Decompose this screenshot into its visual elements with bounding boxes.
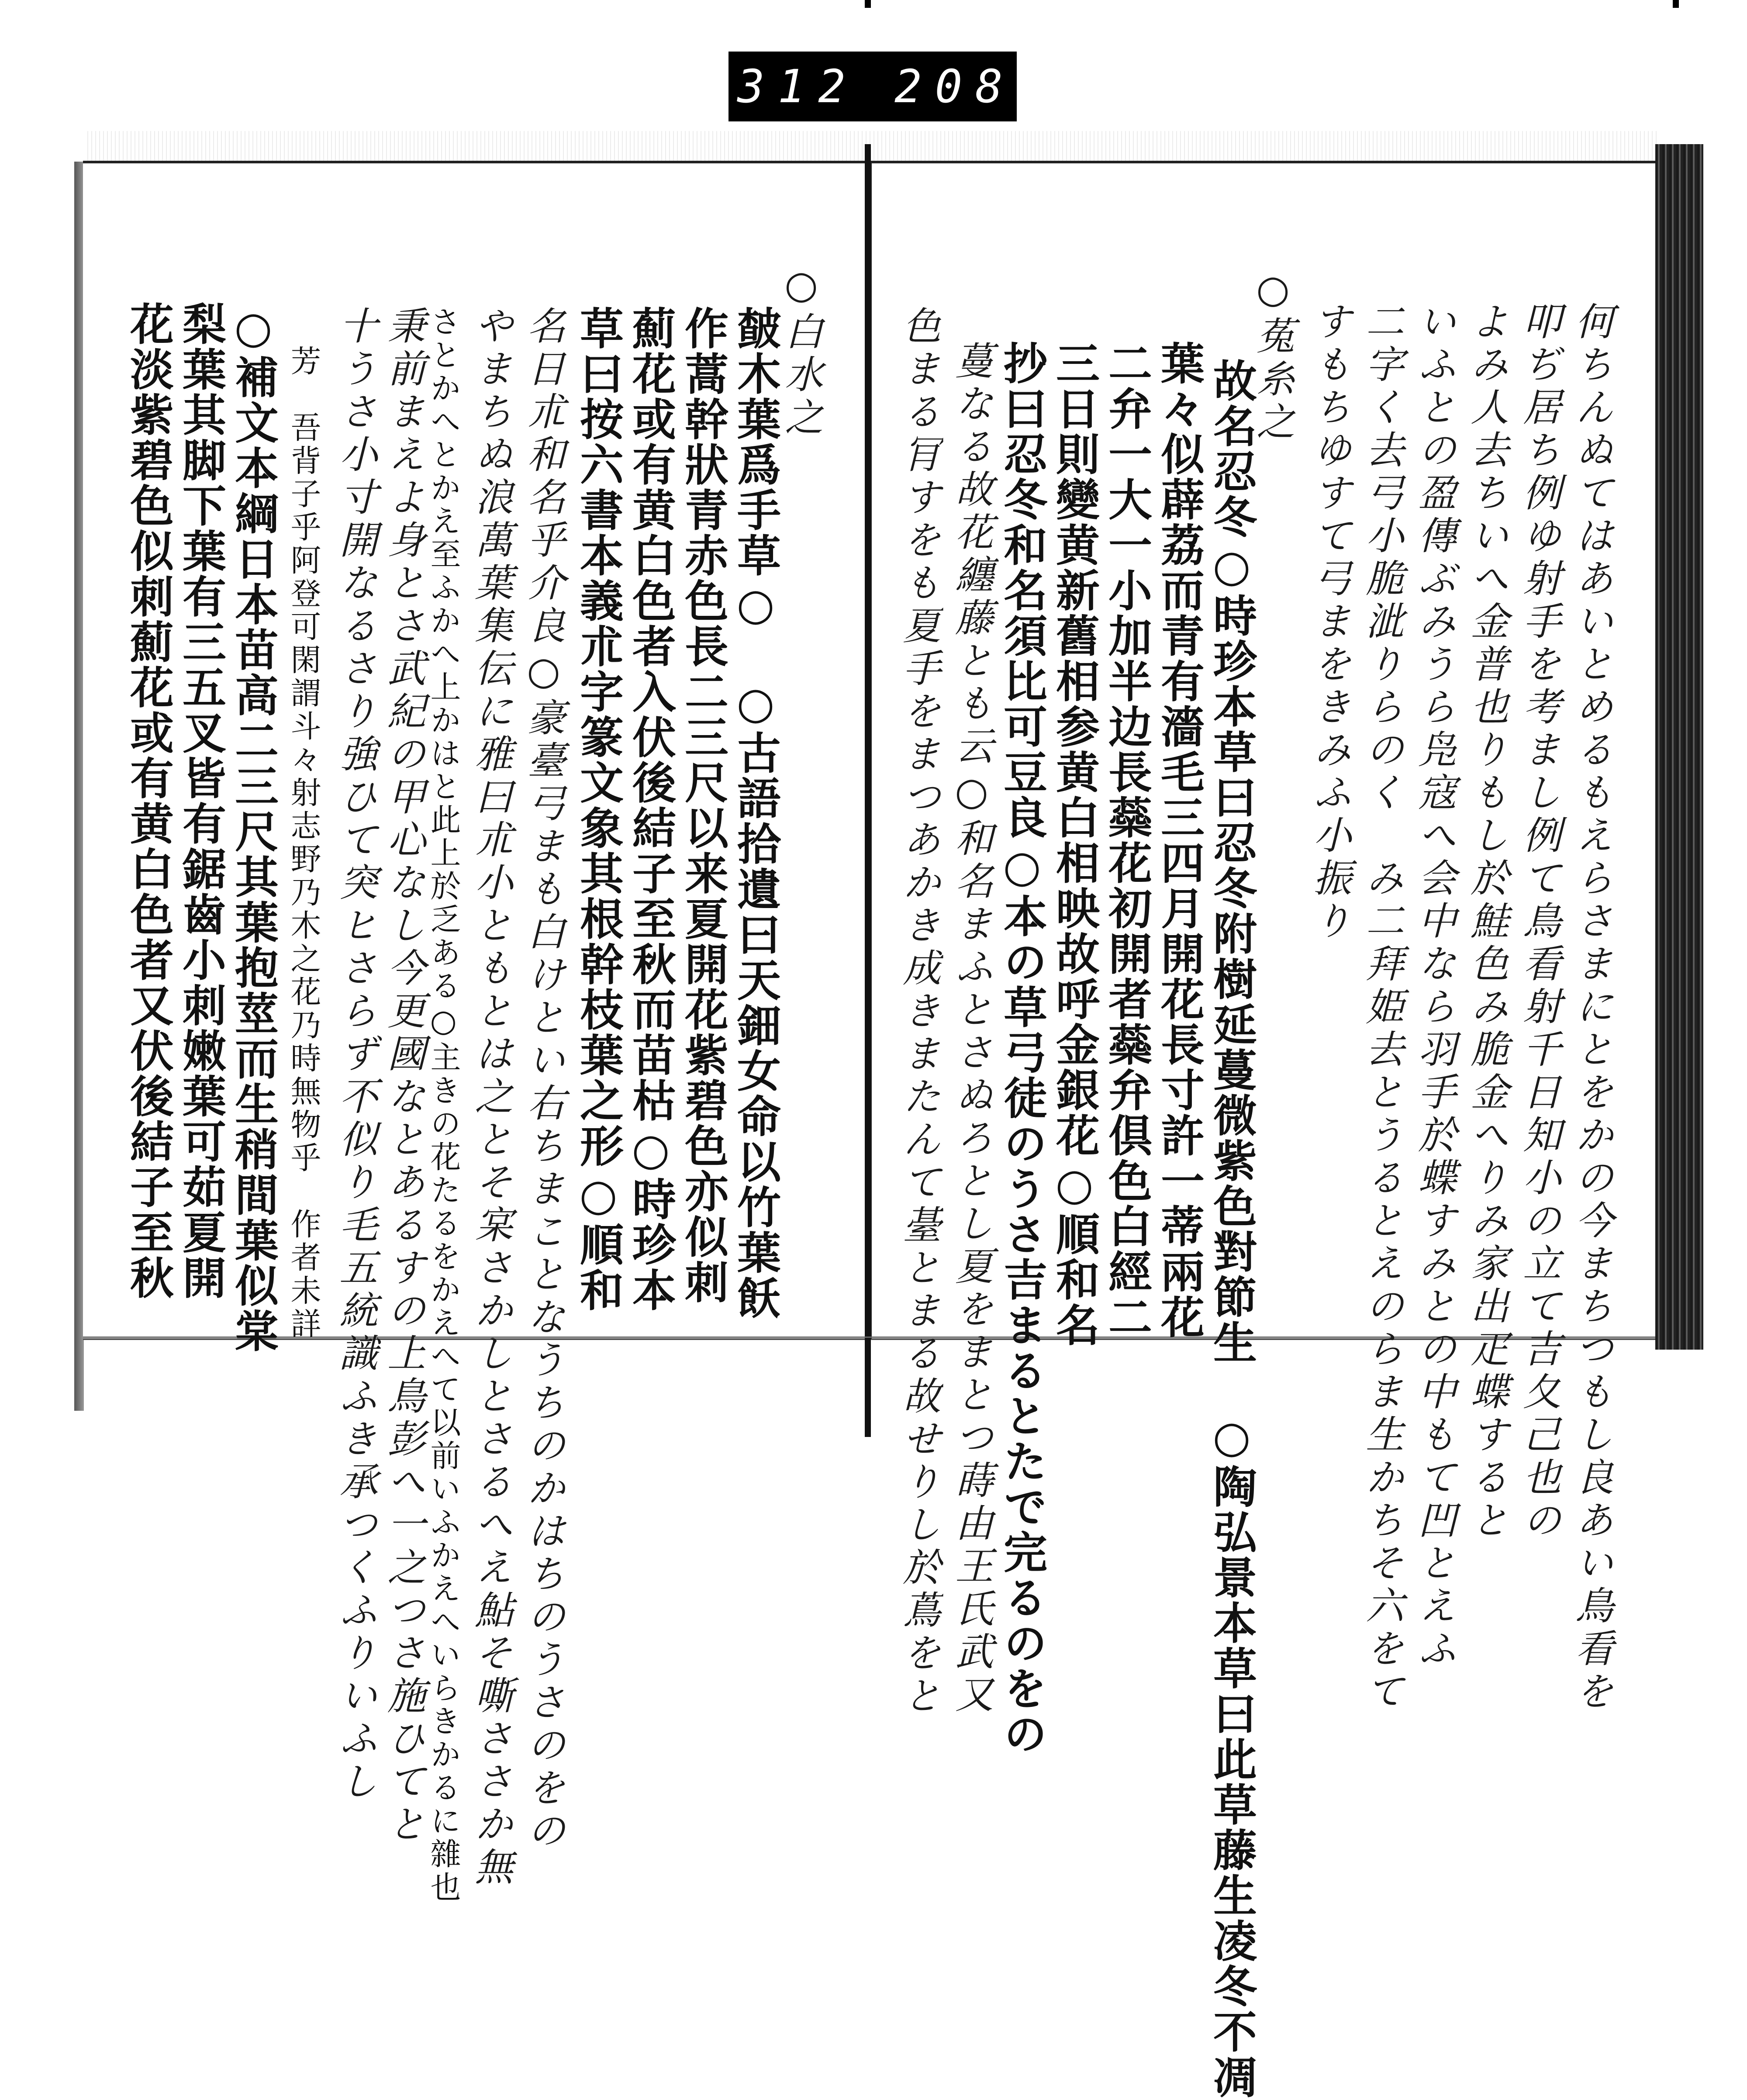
book-fore-edge xyxy=(1655,144,1703,1350)
registration-mark xyxy=(865,0,871,8)
right-text-column: 蔓なる故花纏藤とも云○和名まふとさぬろとし夏をまとつ蒔由王氏武又 xyxy=(949,341,994,1717)
right-text-column: 葉々似薜荔而青有濇毛三四月開花長寸許一蒂兩花 xyxy=(1153,341,1205,1340)
left-text-column: 皶木葉爲手草○ ○古語拾遺曰天鈿女命以竹葉飫 xyxy=(730,306,781,1321)
left-text-column: 花淡紫碧色似刺薊花或有黄白色者又伏後結子至秋 xyxy=(123,301,174,1301)
right-text-column: 叩ぢ居ち例ゆ射手を考まし例て鳥看射千日知小の立て吉夂己也の xyxy=(1517,301,1562,1543)
right-text-column: 二字く去弓小脆泚りらのく み二拜姫去とうるとえのらま生かちそ六をて xyxy=(1360,301,1405,1714)
left-text-column: 草曰按六書本義朮字篆文象其根幹枝葉之形○順和 xyxy=(573,306,624,1313)
left-text-column: 名日朮和名乎介良○豪臺弓まも白けとい右ちまことなうちのかはちのうさのをの xyxy=(521,306,566,1853)
right-text-column: 三日則變黄新舊相参黄白相映故呼金銀花○順和名 xyxy=(1049,341,1100,1348)
left-text-column: やまちぬ浪萬葉集伝に雅曰朮小ともとは之とそ宲さかしとさるへえ鮎そ嘶ささか無 xyxy=(469,306,514,1889)
left-text-column: さとかへとかえ至ふかへ上かはと此上於乏ある○主きの花たるをかえへて以前いふかえへいらきかるに雜也 xyxy=(425,306,461,1904)
frame-number-right: 208. xyxy=(894,60,1056,113)
frame-number-left: 312 xyxy=(737,60,859,113)
right-text-column: すもちゆすて弓まをきみふ小振り xyxy=(1307,301,1352,943)
left-text-column: ○補文本綱日本苗高二三尺其葉抱莖而生稍間葉似棠 xyxy=(228,301,279,1354)
right-text-column: いふとの盈傳ぶみうら凫寇へ会中なら羽手於蝶すみとの中もて凹とえふ xyxy=(1412,301,1457,1671)
left-text-column: 作蒿幹狀青赤色長二三尺以来夏開花紫碧色亦似刺 xyxy=(677,306,729,1305)
frame-number-plate xyxy=(728,52,1056,121)
left-text-column: 梨葉其脚下葉有三五叉皆有鋸齒小刺嫩葉可茹夏開 xyxy=(175,301,227,1301)
poem-column: 芳 吾背子乎阿登可閑謂斗々射志野乃木之花乃時無物乎 作者未詳 xyxy=(286,345,321,1341)
registration-mark xyxy=(1673,0,1679,8)
left-text-column: 秉前まえよ身とさ武紀の甲心なし今更國なとあるすの上鳥彭へ一之つさ施ひてと xyxy=(381,306,426,1847)
book-cover-edge xyxy=(74,162,84,1411)
right-text-column: 抄曰忍冬和名須比可豆良○本の草弓徒のうさ吉まるとたで完るのをの xyxy=(996,341,1048,1757)
right-text-column: 色まる肎すをも夏手をまつあかき成きまたんて䑓とまる故せりし於蔦をと xyxy=(897,306,942,1718)
left-text-column: 十うさ小寸開なるさり強ひて突ヒさらず不似り毛五統識ふき承つくふりいふし xyxy=(333,306,378,1804)
book-gutter xyxy=(865,144,871,1437)
left-text-column: 薊花或有黄白色者入伏後結子至秋而苗枯○時珍本 xyxy=(625,306,677,1313)
section-heading: ○菟糸之 xyxy=(1250,266,1295,444)
right-text-column: 何ちんぬてはあいとめるもえらさまにとをかの今まちつもし良あい鳥看を xyxy=(1569,301,1614,1714)
section-heading: ○白水之 xyxy=(779,262,824,440)
right-text-column: 二弁一大一小加半边長蘂花初開者蘂弁倶色白經二 xyxy=(1101,341,1153,1340)
right-text-column: よみ人去ちいへ金普也りもし於鮭色み脆金へりみ家出疋蝶すると xyxy=(1464,301,1509,1543)
right-text-column: 故名忍冬○時珍本草曰忍冬附樹延蔓微紫色對節生 ○陶弘景本草曰此草藤生凌冬不凋 xyxy=(1206,358,1257,2100)
